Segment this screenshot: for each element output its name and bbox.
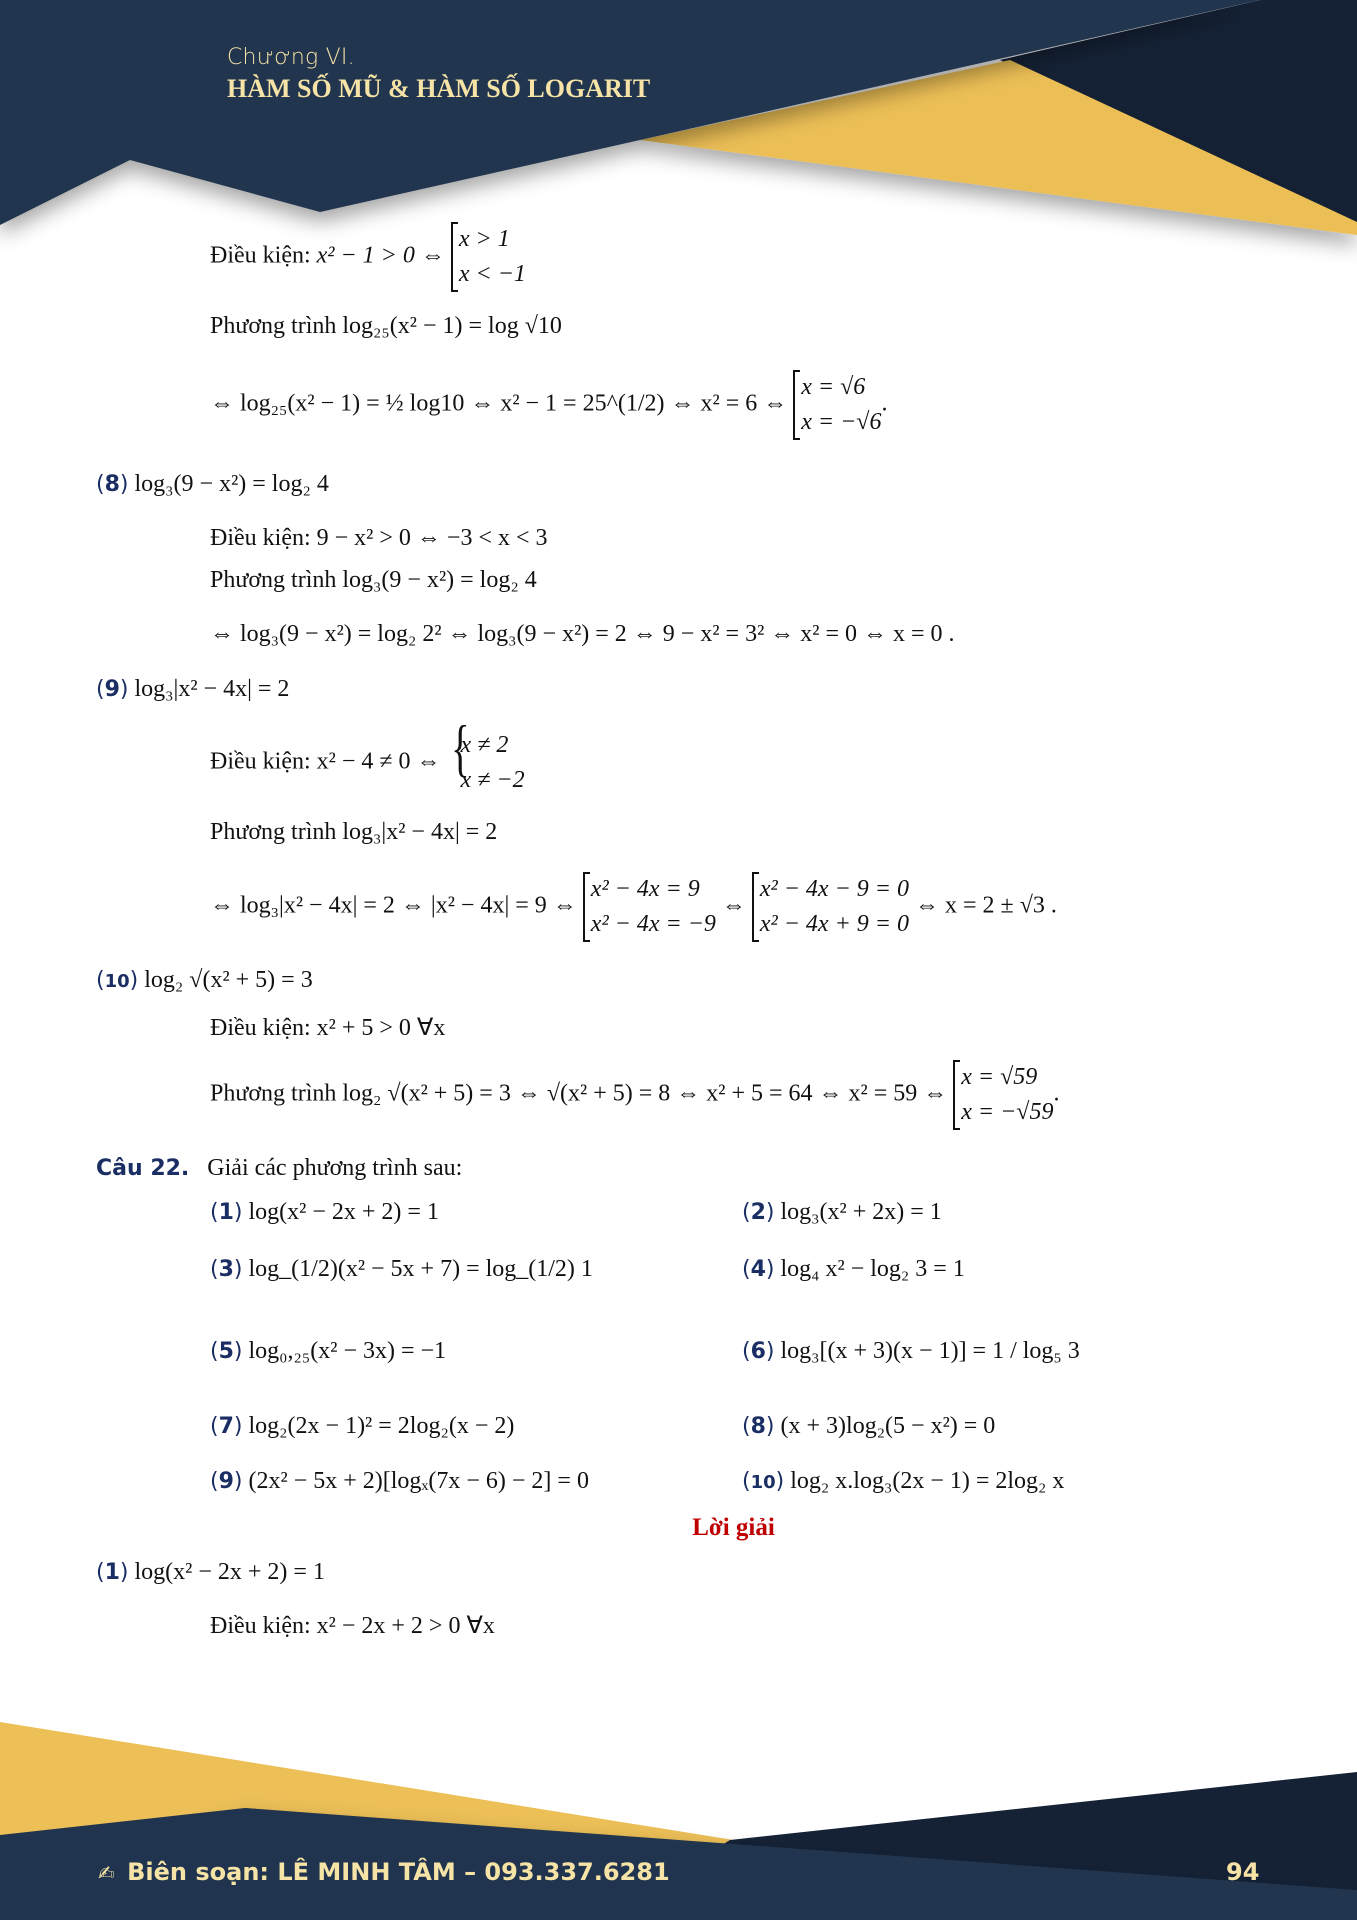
cau22-item-9: [210, 1467, 589, 1496]
dieu-kien-label: Điều kiện:: [210, 1015, 311, 1041]
part7-step: ⇔ log₂₅(x² − 1) = ½ log10 ⇔ x² − 1 = 25^(1/2) ⇔ x² = 6 ⇔ x = √6 x = −√6 .: [210, 370, 887, 440]
problem-expr: log₃(9 − x²) = log₂ 4: [134, 471, 329, 497]
chapter-header: [227, 45, 650, 104]
step-expr: ⇔ log₃(9 − x²) = log₂ 2² ⇔ log₃(9 − x²) = 2 ⇔ 9 − x² = 3² ⇔ x² = 0 ⇔ x = 0 .: [210, 621, 955, 647]
solution-heading: Lời giải: [692, 1514, 775, 1541]
item-expr: log₂(2x − 1)² = 2log₂(x − 2): [248, 1413, 515, 1439]
question-prompt: Giải các phương trình sau:: [207, 1155, 463, 1181]
part8-dieu-kien: [210, 524, 548, 553]
dieu-kien-cases: [447, 728, 525, 798]
cau22-item-8: [742, 1412, 995, 1441]
pen-icon: ✍: [98, 1861, 115, 1885]
item-number: 9: [104, 677, 120, 702]
item-expr: log_(1/2)(x² − 5x + 7) = log_(1/2) 1: [248, 1256, 593, 1282]
item-paren: (: [742, 1257, 751, 1282]
case: x ≠ −2: [460, 766, 525, 793]
item-number: 6: [750, 1339, 766, 1364]
phuong-trinh-label: Phương trình: [210, 1080, 337, 1107]
solution-part1-dieu-kien: [210, 1612, 495, 1641]
dieu-kien-expr: 9 − x² > 0 ⇔ −3 < x < 3: [316, 525, 548, 551]
dieu-kien-expr: x² − 2x + 2 > 0 ∀x: [316, 1613, 495, 1639]
item-number: 10: [750, 1472, 776, 1493]
dieu-kien-cases: [451, 222, 526, 292]
cau22-item-3: [210, 1255, 593, 1284]
item-paren: ): [233, 1339, 243, 1364]
item-expr: log₃(x² + 2x) = 1: [780, 1199, 942, 1225]
item-paren: ): [119, 677, 129, 702]
case: x = √6: [801, 374, 866, 400]
item-number: 3: [218, 1257, 234, 1282]
dieu-kien-expr: x² + 5 > 0 ∀x: [316, 1015, 446, 1041]
case: x² − 4x + 9 = 0: [759, 910, 909, 937]
dieu-kien-expr: x² − 4 ≠ 0 ⇔: [316, 748, 441, 775]
cau22-item-7: [210, 1412, 514, 1441]
item-expr: (x + 3)log₂(5 − x²) = 0: [780, 1413, 996, 1439]
phuong-trinh-label: Phương trình: [210, 567, 337, 593]
step-cases: [953, 1060, 1053, 1130]
item-paren: ): [775, 1469, 785, 1494]
phuong-trinh-expr: log₃|x² − 4x| = 2: [342, 819, 498, 845]
case: x² − 4x − 9 = 0: [759, 876, 909, 902]
dieu-kien-expr: x² − 1 > 0 ⇔: [316, 242, 445, 269]
item-expr: log₄ x² − log₂ 3 = 1: [780, 1256, 965, 1282]
step-expr: log₂ √(x² + 5) = 3 ⇔ √(x² + 5) = 8 ⇔ x² + 5 = 64 ⇔ x² = 59 ⇔: [342, 1080, 948, 1107]
item-paren: ): [233, 1200, 243, 1225]
step-cases-a: [583, 872, 716, 942]
case: x = −√59: [961, 1098, 1054, 1125]
dieu-kien-label: Điều kiện:: [210, 525, 311, 551]
part7-dieu-kien: [210, 222, 526, 292]
part7-phuong-trinh: [210, 312, 562, 341]
step-cases-b: [752, 872, 909, 942]
item-number: 8: [750, 1414, 766, 1439]
step-result: ⇔ x = 2 ± √3 .: [914, 892, 1057, 919]
cau22-item-6: [742, 1337, 1080, 1366]
item-paren: ): [765, 1257, 775, 1282]
phuong-trinh-label: Phương trình: [210, 819, 337, 845]
item-paren: ): [233, 1469, 243, 1494]
item-paren: ): [765, 1414, 775, 1439]
case: x² − 4x = −9: [590, 910, 716, 937]
problem-expr: log₃|x² − 4x| = 2: [134, 676, 290, 702]
dieu-kien-label: Điều kiện:: [210, 1613, 311, 1639]
item-paren: (: [210, 1257, 219, 1282]
item-paren: (: [742, 1200, 751, 1225]
dieu-kien-label: Điều kiện:: [210, 748, 311, 775]
solution-part1-problem: [96, 1558, 325, 1587]
equivalence: ⇔: [721, 892, 746, 919]
part9-step: [210, 872, 1057, 942]
part9-problem: [96, 675, 289, 704]
item-expr: log₃[(x + 3)(x − 1)] = 1 / log₅ 3: [780, 1338, 1080, 1364]
item-paren: (: [210, 1200, 219, 1225]
page-number: 94: [1226, 1858, 1260, 1886]
item-number: 2: [750, 1200, 766, 1225]
cau22-item-4: [742, 1255, 965, 1284]
item-expr: log₀,₂₅(x² − 3x) = −1: [248, 1338, 447, 1364]
item-number: 9: [218, 1469, 234, 1494]
item-paren: ): [119, 472, 129, 497]
item-expr: log(x² − 2x + 2) = 1: [248, 1199, 439, 1225]
part9-phuong-trinh: [210, 818, 497, 847]
step-expr: ⇔ log₃|x² − 4x| = 2 ⇔ |x² − 4x| = 9 ⇔: [210, 892, 577, 919]
item-number: 4: [750, 1257, 766, 1282]
dieu-kien-label: Điều kiện:: [210, 242, 311, 269]
case: { x ≠ 2: [460, 732, 509, 758]
part8-phuong-trinh: [210, 566, 537, 595]
problem-expr: log(x² − 2x + 2) = 1: [134, 1559, 325, 1585]
item-paren: ): [119, 1560, 129, 1585]
item-number: 7: [218, 1414, 234, 1439]
item-paren: (: [210, 1414, 219, 1439]
item-paren: (: [96, 1560, 105, 1585]
phuong-trinh-expr: log₃(9 − x²) = log₂ 4: [342, 567, 537, 593]
phuong-trinh-expr: log₂₅(x² − 1) = log √10: [342, 313, 562, 339]
item-number: 10: [104, 971, 130, 992]
part10-problem: [96, 966, 313, 995]
cau22-item-5: [210, 1337, 446, 1366]
chapter-label: Chương VI.: [227, 45, 355, 70]
case: x < −1: [458, 260, 526, 287]
item-paren: (: [210, 1339, 219, 1364]
cau22-item-10: [742, 1467, 1064, 1496]
item-paren: ): [765, 1339, 775, 1364]
item-paren: ): [233, 1257, 243, 1282]
part9-dieu-kien: [210, 728, 525, 798]
item-number: 1: [218, 1200, 234, 1225]
case: x = −√6: [801, 408, 882, 435]
problem-expr: log₂ √(x² + 5) = 3: [144, 967, 313, 993]
part10-dieu-kien: [210, 1014, 445, 1043]
case: x² − 4x = 9: [590, 876, 700, 902]
phuong-trinh-label: Phương trình: [210, 313, 337, 339]
question-22-heading: [96, 1155, 462, 1182]
part10-step: Phương trình log₂ √(x² + 5) = 3 ⇔ √(x² + 5) = 8 ⇔ x² + 5 = 64 ⇔ x² = 59 ⇔ x = √59 x = −√59 .: [210, 1060, 1059, 1130]
item-paren: (: [742, 1469, 751, 1494]
item-expr: (2x² − 5x + 2)[logₓ(7x − 6) − 2] = 0: [248, 1468, 589, 1494]
chapter-title: HÀM SỐ MŨ & HÀM SỐ LOGARIT: [227, 74, 651, 103]
item-expr: log₂ x.log₃(2x − 1) = 2log₂ x: [790, 1468, 1065, 1494]
item-paren: (: [96, 677, 105, 702]
item-paren: ): [129, 968, 139, 993]
item-paren: (: [96, 968, 105, 993]
case: x = √59: [961, 1064, 1038, 1090]
question-label: Câu 22.: [96, 1156, 190, 1181]
step-expr: ⇔ log₂₅(x² − 1) = ½ log10 ⇔ x² − 1 = 25^(1/2) ⇔ x² = 6 ⇔: [210, 390, 788, 417]
cau22-item-1: [210, 1198, 439, 1227]
part8-problem: [96, 470, 329, 499]
item-paren: ): [765, 1200, 775, 1225]
item-paren: (: [96, 472, 105, 497]
item-number: 8: [104, 472, 120, 497]
part8-step: [210, 620, 955, 649]
item-number: 5: [218, 1339, 234, 1364]
item-paren: (: [210, 1469, 219, 1494]
item-paren: ): [233, 1414, 243, 1439]
cau22-item-2: [742, 1198, 942, 1227]
item-paren: (: [742, 1339, 751, 1364]
step-cases: [793, 370, 881, 440]
author-credit: Biên soạn: LÊ MINH TÂM – 093.337.6281: [127, 1858, 670, 1886]
case: x > 1: [458, 226, 510, 252]
item-number: 1: [104, 1560, 120, 1585]
item-paren: (: [742, 1414, 751, 1439]
footer-author: [98, 1858, 670, 1886]
